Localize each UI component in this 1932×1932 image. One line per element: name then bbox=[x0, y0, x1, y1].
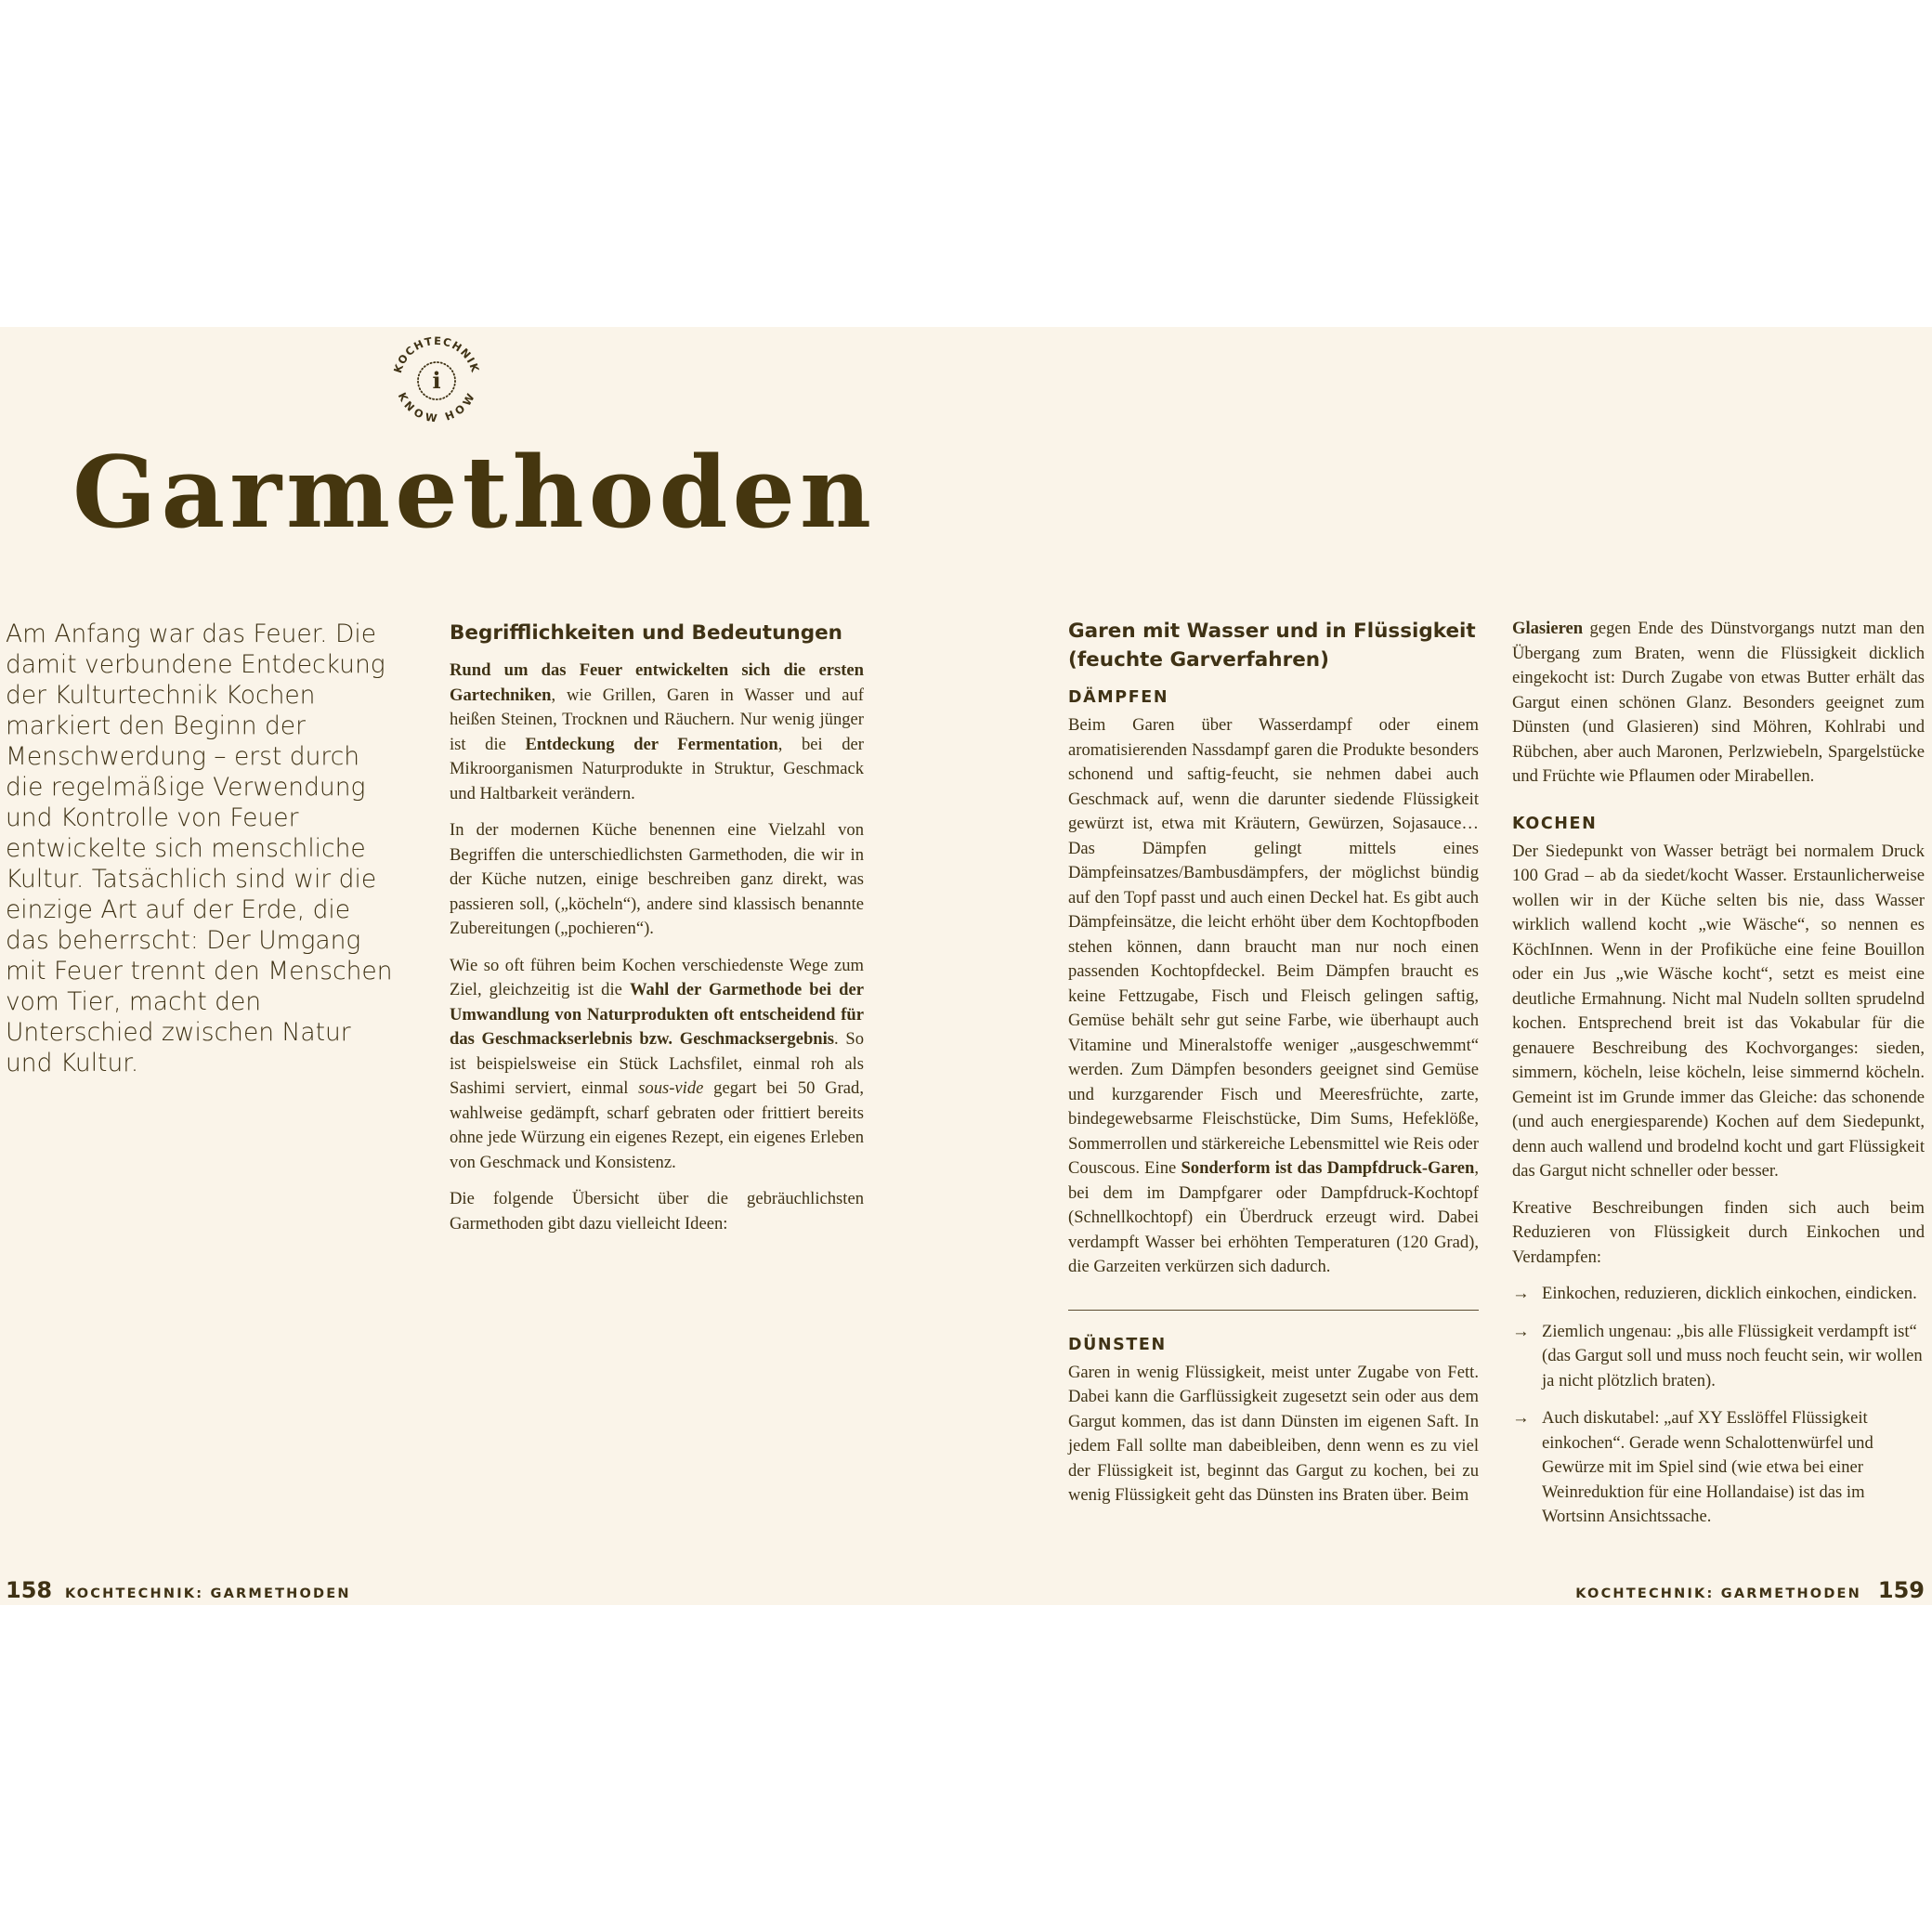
running-head-right: KOCHTECHNIK: GARMETHODEN bbox=[1575, 1586, 1861, 1601]
kochtechnik-know-how-badge bbox=[388, 333, 485, 429]
paragraph-daempfen bbox=[1068, 713, 1479, 1280]
emphasis-dampfdruck: Sonderform ist das Dampfdruck-Garen bbox=[1181, 1158, 1475, 1178]
arrow-right-icon: → bbox=[1512, 1321, 1530, 1341]
paragraph-reduzieren: Kreative Beschreibungen finden sich auch beim Reduzieren von Flüssigkeit durch Einkochen und Verdampfen: bbox=[1512, 1197, 1925, 1267]
column-glasieren-kochen bbox=[1512, 617, 1925, 1543]
column-feuchte-garverfahren bbox=[1068, 617, 1479, 1521]
svg-text:KNOW HOW bbox=[396, 390, 477, 424]
list-item bbox=[1512, 1320, 1925, 1394]
running-head-left: KOCHTECHNIK: GARMETHODEN bbox=[65, 1586, 351, 1601]
emphasis-gartechniken: Rund um das Feuer entwickelten sich die ersten Gartechniken bbox=[450, 660, 864, 705]
page-title: Garmethoden bbox=[72, 434, 877, 550]
intro-paragraph: Am Anfang war das Feuer. Die damit verbundene Entdeckung der Kulturtechnik Kochen markiert den Beginn der Menschwerdung – erst durch die regelmäßige Verwendung und Kontrolle von Feuer entwickelte sich menschliche Kultur. Tatsächlich sind wir die einzige Art auf der Erde, die das beherrscht: Der Umgang mit Feuer trennt den Menschen vom Tier, macht den Unterschied zwischen Natur und Kultur. bbox=[6, 620, 393, 1077]
page-number-right: 159 bbox=[1877, 1577, 1925, 1603]
page-number-left: 158 bbox=[6, 1577, 53, 1603]
paragraph-text: Wie so oft führen beim Kochen verschiedenste Wege zum Ziel, gleichzeitig ist die bbox=[450, 955, 864, 999]
subheading-kochen: KOCHEN bbox=[1512, 814, 1598, 833]
paragraph-glasieren bbox=[1512, 617, 1925, 790]
list-item-text: Auch diskutabel: „auf XY Esslöffel Flüssigkeit einkochen“. Gerade wenn Schalottenwürfel und Gewürze mit im Spiel sind (wie etwa bei einer Weinreduktion für eine Hollandaise) ist das im Wortsinn Ansichtssache. bbox=[1542, 1408, 1873, 1526]
section-divider bbox=[1068, 1310, 1479, 1311]
paragraph-moderne-kueche: In der modernen Küche benennen eine Vielzahl von Begriffen die unterschiedlichsten Garmethoden, die wir in der Küche nutzen, einige beschreiben ganz direkt, was passieren soll, („köcheln“), andere sind klassisch benannte Zubereitungen („pochieren“). bbox=[450, 820, 864, 938]
paragraph-text: , bei der Mikroorganismen Naturprodukte in Struktur, Geschmack und Haltbarkeit verändern. bbox=[450, 734, 864, 803]
arrow-right-icon: → bbox=[1512, 1408, 1530, 1428]
list-item bbox=[1512, 1282, 1925, 1307]
paragraph-text: , bei dem im Dampfgarer oder Dampfdruck-Kochtopf (Schnellkochtopf) ein Überdruck erzeugt wird. Dabei verdampft Wasser bei erhöhten Temperaturen (120 Grad), die Garzeiten verkürzen sich dadurch. bbox=[1068, 1158, 1479, 1276]
column-begrifflichkeiten bbox=[450, 619, 864, 1248]
emphasis-sous-vide: sous-vide bbox=[638, 1078, 704, 1098]
paragraph-text: , wie Grillen, Garen in Wasser und auf heißen Steinen, Trocknen und Räuchern. Nur wenig jünger ist die bbox=[450, 685, 864, 754]
section-heading-begrifflichkeiten: Begrifflichkeiten und Bedeutungen bbox=[450, 621, 842, 645]
emphasis-garmethode: Wahl der Garmethode bei der Umwandlung von Naturprodukten oft entscheidend für das Geschmackserlebnis bzw. Geschmacksergebnis bbox=[450, 980, 864, 1049]
paragraph-wahl-der-garmethode bbox=[450, 954, 864, 1176]
emphasis-glasieren: Glasieren bbox=[1512, 619, 1584, 638]
arrow-right-icon: → bbox=[1512, 1284, 1530, 1303]
paragraph-text: Beim Garen über Wasserdampf oder einem aromatisierenden Nassdampf garen die Produkte besonders schonend und saftig-feucht, sie nehmen dabei auch Geschmack auf, wenn die darunter siedende Flüssigkeit gewürzt ist, etwa mit Kräutern, Gewürzen, Sojasauce… Das Dämpfen gelingt mittels eines Dämpfeinsatzes/Bambusdämpfers, der möglichst bündig auf den Topf passt und auch einen Deckel hat. Es gibt auch Dämpfeinsätze, die leicht erhöht über dem Kochtopfboden stehen können, dann braucht man nur noch einen passenden Kochtopfdeckel. Beim Dämpfen braucht es keine Fettzugabe, Fisch und Fleisch gelingen saftig, Gemüse behält sehr gut seine Farbe, wie überhaupt auch Vitamine und Mineralstoffe weniger „ausgeschwemmt“ werden. Zum Dämpfen besonders geeignet sind Gemüse und kurzgarender Fisch und Meeresfrüchte, zarte, bindegewebsarme Fleischstücke, Dim Sums, Hefeklöße, Sommerrollen und stärkereiche Lebensmittel wie Reis oder Couscous. Eine bbox=[1068, 715, 1479, 1178]
badge-center-glyph: i bbox=[432, 367, 441, 394]
badge-ring-bottom-text: KNOW HOW bbox=[395, 390, 478, 425]
paragraph-text: gegen Ende des Dünstvorgangs nutzt man den Übergang zum Braten, wenn die Flüssigkeit dicklich eingekocht ist: Durch Zugabe von etwas Butter erhält das Gargut einen schönen Glanz. Besonders geeignet zum Dünsten (und Glasieren) sind Möhren, Kohlrabi und Rübchen, aber auch Maronen, Perlzwiebeln, Spargelstücke und Früchte wie Pflaumen oder Mirabellen. bbox=[1512, 619, 1925, 786]
emphasis-fermentation: Entdeckung der Fermentation bbox=[525, 734, 778, 754]
badge-ring-top-text: KOCHTECHNIK bbox=[390, 333, 483, 375]
list-item-text: Ziemlich ungenau: „bis alle Flüssigkeit verdampft ist“ (das Gargut soll und muss noch feucht sein, wir wollen ja nicht plötzlich braten). bbox=[1542, 1321, 1923, 1390]
paragraph-uebersicht: Die folgende Übersicht über die gebräuchlichsten Garmethoden gibt dazu vielleicht Ideen: bbox=[450, 1189, 864, 1234]
paragraph-gartechniken bbox=[450, 659, 864, 806]
paragraph-text: . So ist beispielsweise ein Stück Lachsfilet, einmal roh als Sashimi serviert, einmal bbox=[450, 1029, 864, 1098]
subheading-daempfen: DÄMPFEN bbox=[1068, 688, 1169, 707]
list-item-text: Einkochen, reduzieren, dicklich einkochen, eindicken. bbox=[1542, 1284, 1917, 1303]
reduction-phrases-list bbox=[1512, 1282, 1925, 1530]
section-heading-feuchte-garverfahren: Garen mit Wasser und in Flüssigkeit (feuchte Garverfahren) bbox=[1068, 620, 1476, 672]
list-item bbox=[1512, 1406, 1925, 1530]
paragraph-text: gegart bei 50 Grad, wahlweise gedämpft, scharf gebraten oder frittiert bereits ohne jede Würzung ein eigenes Rezept, ein eigenes Erleben von Geschmack und Konsistenz. bbox=[450, 1078, 864, 1172]
info-seal-icon bbox=[388, 333, 485, 429]
paragraph-kochen: Der Siedepunkt von Wasser beträgt bei normalem Druck 100 Grad – ab da siedet/kocht Wasser. Erstaunlicherweise wollen wir in der Küche selten bis nie, dass Wasser wirklich wallend kocht „wie Wäsche“, so nennen es KöchInnen. Wenn in der Profiküche eine feine Bouillon oder ein Jus „wie Wäsche kocht“, setzt es meist eine deutliche Ermahnung. Nicht mal Nudeln sollten sprudelnd kochen. Entsprechend breit ist das Vokabular für die genauere Beschreibung des Kochvorganges: sieden, simmern, köcheln, leise köcheln, leise simmernd köcheln. Gemeint ist im Grunde immer das Gleiche: das schonende (und auch energiesparende) Kochen auf dem Siedepunkt, denn auch wallend und brodelnd kocht und gart Flüssigkeit das Gargut nicht schneller oder besser. bbox=[1512, 841, 1925, 1181]
subheading-duensten: DÜNSTEN bbox=[1068, 1335, 1167, 1354]
paragraph-duensten: Garen in wenig Flüssigkeit, meist unter Zugabe von Fett. Dabei kann die Garflüssigkeit zugesetzt sein oder aus dem Gargut kommen, das ist dann Dünsten im eigenen Saft. In jedem Fall sollte man dabeibleiben, denn wenn es zu viel der Flüssigkeit ist, beginnt das Gargut zu kochen, bei zu wenig Flüssigkeit geht das Dünsten ins Braten über. Beim bbox=[1068, 1362, 1479, 1505]
